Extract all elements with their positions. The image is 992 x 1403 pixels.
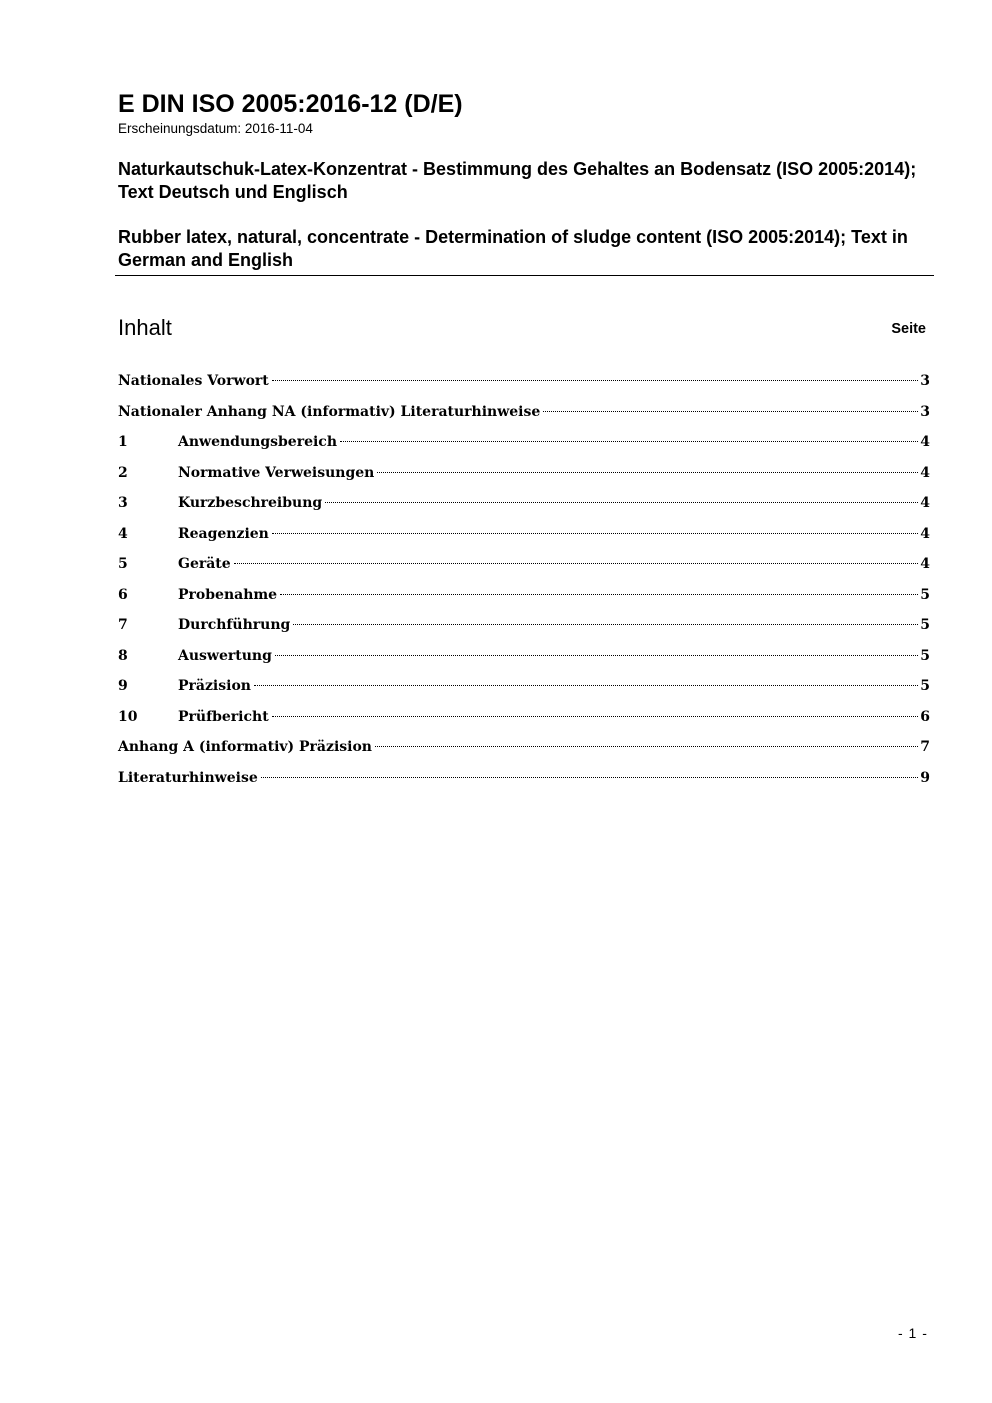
toc-entry-number: 2: [118, 464, 128, 481]
toc-dot-leader: [325, 501, 918, 503]
toc-entry-page: 7: [920, 739, 930, 755]
toc-entry-label: Kurzbeschreibung: [178, 495, 323, 511]
toc-entry-page: 4: [920, 434, 930, 450]
toc-entry-page: 3: [920, 403, 930, 420]
toc-entry-label: Normative Verweisungen: [178, 464, 375, 481]
toc-dot-leader: [272, 379, 918, 381]
toc-entry[interactable]: [118, 369, 930, 400]
toc-entry-label: Probenahme: [178, 586, 278, 603]
toc-entry[interactable]: [118, 400, 930, 431]
document-id: E DIN ISO 2005:2016-12 (D/E): [118, 90, 463, 118]
toc-dot-leader: [254, 684, 918, 686]
toc-entry-page: 5: [920, 586, 930, 603]
toc-entry-label: Anwendungsbereich: [178, 434, 337, 450]
toc-dot-leader: [280, 593, 918, 595]
toc-entry-page: 9: [920, 769, 930, 786]
toc-entry-label: Prüfbericht: [178, 708, 269, 725]
toc-entry[interactable]: [118, 552, 930, 583]
toc-entry-page: 5: [920, 617, 930, 633]
page-number: - 1 -: [898, 1325, 928, 1341]
toc-entry-page: 3: [920, 373, 930, 389]
toc-entry-page: 4: [920, 556, 930, 572]
toc-entry[interactable]: [118, 735, 930, 766]
toc-dot-leader: [261, 776, 918, 778]
toc-dot-leader: [543, 410, 918, 412]
toc-entry-label: Reagenzien: [178, 525, 269, 542]
toc-entry-label: Literaturhinweise: [118, 769, 258, 786]
toc-heading: [118, 314, 926, 346]
toc-entry-label: Nationales Vorwort: [118, 373, 269, 389]
toc-entry[interactable]: [118, 522, 930, 553]
toc-entry[interactable]: [118, 430, 930, 461]
toc-entry-number: 10: [118, 708, 138, 725]
title-english: Rubber latex, natural, concentrate - Determination of sludge content (ISO 2005:2014); Text in German and English: [118, 227, 908, 270]
toc-dot-leader: [234, 562, 918, 564]
toc-entry-label: Präzision: [178, 678, 251, 694]
toc-entry[interactable]: [118, 461, 930, 492]
toc-dot-leader: [275, 654, 918, 656]
toc-entry-number: 3: [118, 495, 128, 511]
toc-entry-number: 6: [118, 586, 128, 603]
toc-entry-number: 4: [118, 525, 128, 542]
toc-entry-page: 6: [920, 708, 930, 725]
toc-entry[interactable]: [118, 613, 930, 644]
toc-page-label: Seite: [891, 321, 926, 337]
toc-entry-page: 4: [920, 495, 930, 511]
toc-entry-label: Anhang A (informativ) Präzision: [118, 739, 372, 755]
toc-dot-leader: [375, 745, 918, 747]
toc-entry[interactable]: [118, 644, 930, 675]
document-header: [118, 88, 934, 272]
toc-entry-label: Durchführung: [178, 617, 291, 633]
toc-entry-page: 4: [920, 525, 930, 542]
toc-entry[interactable]: [118, 766, 930, 797]
toc-entry[interactable]: [118, 674, 930, 705]
toc-entry-page: 5: [920, 647, 930, 664]
toc-dot-leader: [377, 471, 918, 473]
toc-entry-number: 1: [118, 434, 128, 450]
toc-entry[interactable]: [118, 583, 930, 614]
table-of-contents: [118, 369, 930, 796]
toc-dot-leader: [272, 532, 918, 534]
toc-dot-leader: [293, 623, 918, 625]
toc-entry-label: Nationaler Anhang NA (informativ) Literaturhinweise: [118, 403, 541, 420]
toc-entry-page: 4: [920, 464, 930, 481]
header-divider: [115, 275, 934, 276]
toc-entry-number: 5: [118, 556, 128, 572]
toc-title: Inhalt: [118, 315, 172, 340]
toc-entry-page: 5: [920, 678, 930, 694]
toc-entry-label: Geräte: [178, 556, 231, 572]
toc-entry-label: Auswertung: [178, 647, 272, 664]
toc-entry[interactable]: [118, 705, 930, 736]
toc-entry-number: 8: [118, 647, 128, 664]
toc-entry-number: 7: [118, 617, 128, 633]
toc-dot-leader: [272, 715, 918, 717]
toc-entry[interactable]: [118, 491, 930, 522]
title-german: Naturkautschuk-Latex-Konzentrat - Bestimmung des Gehaltes an Bodensatz (ISO 2005:2014); Text Deutsch und Englisch: [118, 159, 917, 202]
publication-date: Erscheinungsdatum: 2016-11-04: [118, 121, 313, 136]
toc-entry-number: 9: [118, 678, 128, 694]
toc-dot-leader: [340, 440, 918, 442]
